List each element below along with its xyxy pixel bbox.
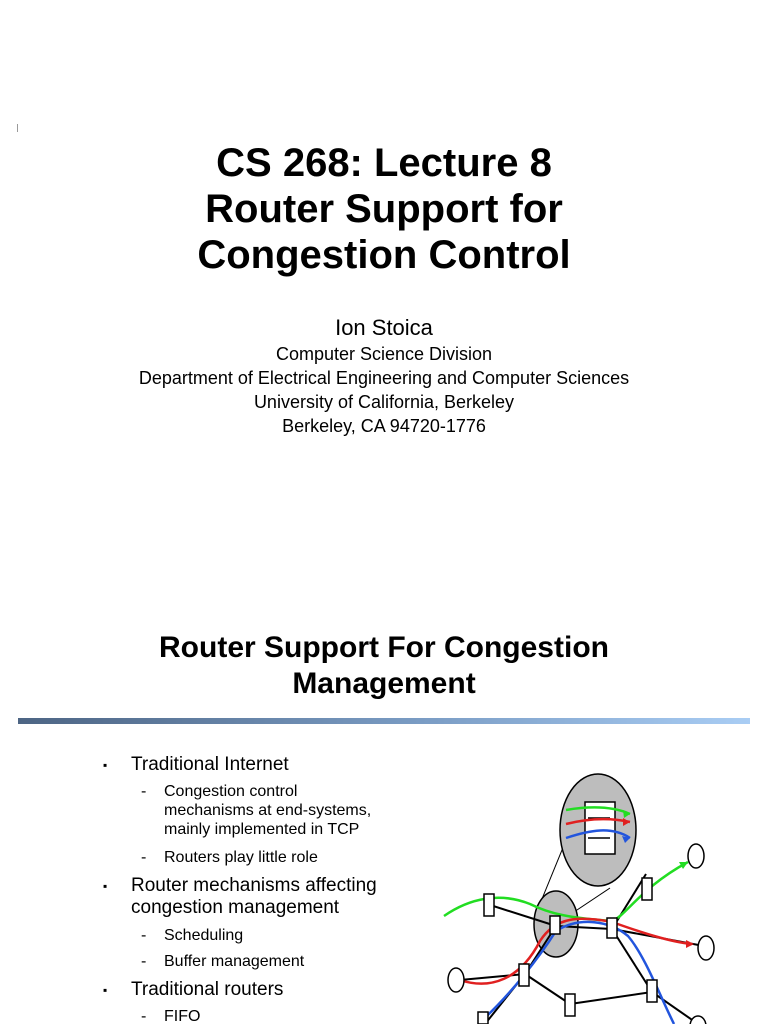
bullet-item <box>103 754 289 776</box>
sub-bullet-item <box>141 782 372 839</box>
bullet-item <box>103 979 284 1001</box>
arrow-head <box>686 940 694 948</box>
sub-bullet-marker: - <box>141 783 147 800</box>
bullet-text: Traditional Internet <box>131 754 289 775</box>
lecture-title-line: Congestion Control <box>197 233 571 277</box>
affiliation-line: Department of Electrical Engineering and Computer Sciences <box>138 368 630 388</box>
sub-bullet-item <box>141 952 305 971</box>
sub-bullet-text: Congestion control mechanisms at end-systems, mainly implemented in TCP <box>164 783 372 838</box>
end-host <box>688 844 704 868</box>
affiliation-line: Berkeley, CA 94720-1776 <box>282 416 486 436</box>
bullet-item <box>103 875 377 919</box>
slide-title-line: Router Support For Congestion <box>159 631 609 664</box>
sub-bullet-item <box>141 1007 201 1026</box>
router-box <box>519 964 529 986</box>
bullet-marker: ▪ <box>103 879 108 893</box>
end-host <box>698 936 714 960</box>
bullet-list <box>0 576 420 1024</box>
sub-bullet-text: Scheduling <box>164 927 244 944</box>
author-affiliation <box>0 342 768 438</box>
lecture-title-line: Router Support for <box>205 187 563 231</box>
bullet-marker: ▪ <box>103 983 108 997</box>
sub-bullet-marker: - <box>141 953 147 970</box>
network-link <box>652 992 698 1024</box>
content-slide <box>0 576 768 1024</box>
sub-bullet-text: FIFO <box>164 1008 201 1025</box>
network-link <box>525 974 570 1004</box>
network-link <box>612 929 652 992</box>
sub-bullet-item <box>141 848 318 867</box>
router-box <box>478 1012 488 1024</box>
router-box <box>550 916 560 934</box>
slide-title-line: Management <box>292 667 476 700</box>
end-host <box>690 1016 706 1024</box>
sub-bullet-text: Routers play little role <box>164 849 318 866</box>
sub-bullet-marker: - <box>141 927 147 944</box>
slide-artifact-mark <box>17 124 18 132</box>
sub-bullet-marker: - <box>141 1008 147 1025</box>
affiliation-line: Computer Science Division <box>275 344 493 364</box>
bullet-marker: ▪ <box>103 758 108 772</box>
router-box <box>565 994 575 1016</box>
network-diagram <box>430 766 768 1024</box>
end-host <box>448 968 464 992</box>
sub-bullet-marker: - <box>141 849 147 866</box>
affiliation-line: University of California, Berkeley <box>253 392 515 412</box>
router-box <box>647 980 657 1002</box>
network-link <box>570 992 652 1004</box>
network-link <box>460 974 525 980</box>
bullet-text: Traditional routers <box>131 979 284 1000</box>
router-box <box>607 918 617 938</box>
sub-bullet-item <box>141 926 244 945</box>
author-name: Ion Stoica <box>335 315 433 340</box>
router-box <box>484 894 494 916</box>
bullet-text: Router mechanisms affecting congestion management <box>131 875 377 918</box>
lecture-title <box>0 140 768 278</box>
sub-bullet-text: Buffer management <box>164 953 305 970</box>
lecture-title-line: CS 268: Lecture 8 <box>216 141 552 185</box>
router-box <box>642 878 652 900</box>
